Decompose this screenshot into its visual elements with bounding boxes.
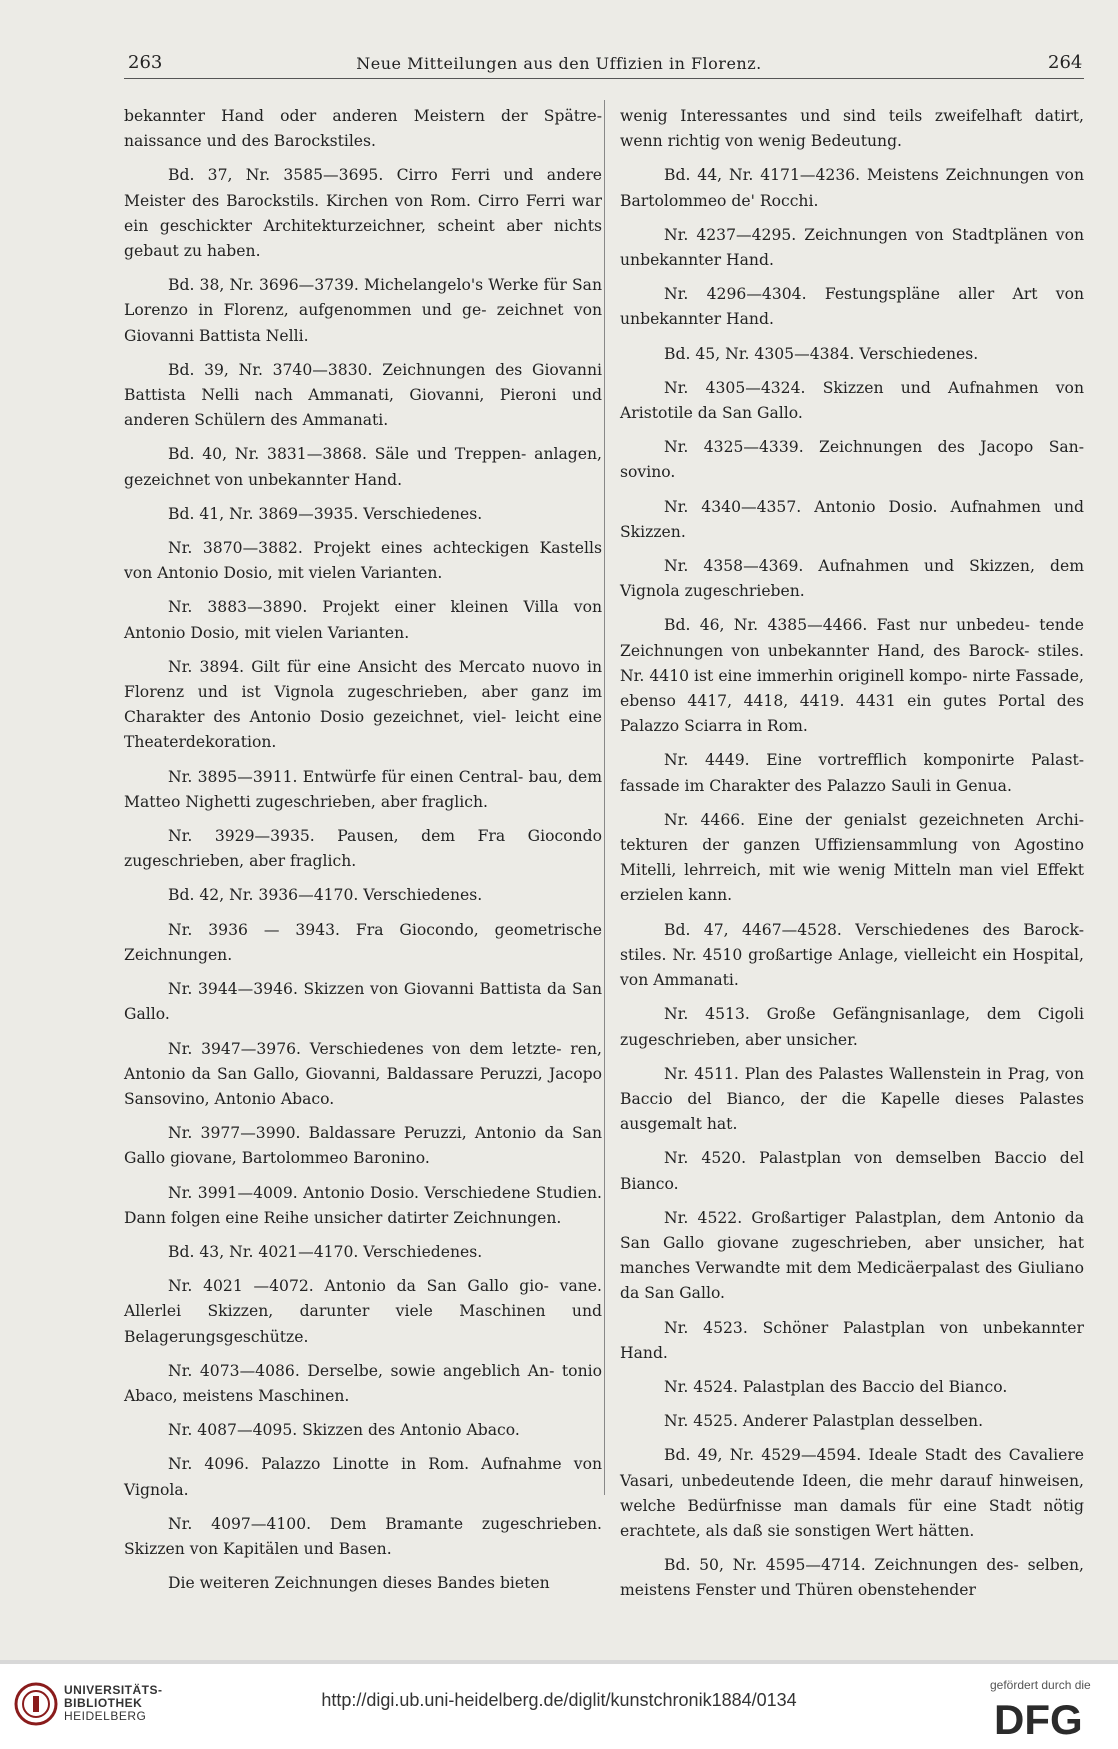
paragraph: bekannter Hand oder anderen Meistern der Spätre- naissance und des Barockstiles. (124, 107, 602, 151)
header-rule (124, 78, 1084, 79)
paragraph: Nr. 4520. Palastplan von demselben Baccio del Bianco. (620, 1149, 1084, 1193)
dfg-logo-text: DFG (994, 1696, 1083, 1740)
right-column (620, 104, 1084, 1613)
paragraph: Nr. 4087—4095. Skizzen des Antonio Abaco. (168, 1421, 520, 1440)
paragraph: Bd. 39, Nr. 3740—3830. Zeichnungen des Giovanni Battista Nelli nach Ammanati, Giovanni, Pieroni und anderen Schülern des Ammanati. (124, 360, 602, 430)
paragraph: wenig Interessantes und sind teils zweifelhaft datirt, wenn richtig von wenig Bedeutung. (620, 107, 1084, 151)
paragraph: Bd. 44, Nr. 4171—4236. Meistens Zeichnungen von Bartolommeo de' Rocchi. (620, 166, 1084, 210)
paragraph: Nr. 4305—4324. Skizzen und Aufnahmen von Aristotile da San Gallo. (620, 378, 1084, 423)
paragraph: Bd. 37, Nr. 3585—3695. Cirro Ferri und andere Meister des Barockstils. Kirchen von Rom. Cirro Ferri war ein geschickter Architekturzeichner, scheint aber nichts gebaut zu haben. (124, 166, 602, 261)
paragraph: Nr. 4021 —4072. Antonio da San Gallo gio- vane. Allerlei Skizzen, darunter viele Maschinen und Belagerungsgeschütze. (124, 1277, 602, 1346)
paragraph: Bd. 41, Nr. 3869—3935. Verschiedenes. (168, 504, 483, 523)
institution-line-2: BIBLIOTHEK (64, 1696, 143, 1710)
paragraph: Bd. 43, Nr. 4021—4170. Verschiedenes. (168, 1242, 483, 1261)
paragraph: Nr. 3947—3976. Verschiedenes von dem letzte- ren, Antonio da San Gallo, Giovanni, Baldassare Peruzzi, Jacopo Sansovino, Antonio Abaco. (124, 1039, 602, 1108)
paragraph: Nr. 3991—4009. Antonio Dosio. Verschiedene Studien. Dann folgen eine Reihe unsicher datirter Zeichnungen. (124, 1183, 602, 1227)
institution-line-1: UNIVERSITÄTS- (64, 1683, 163, 1697)
page-header (0, 52, 1118, 78)
paragraph: Bd. 38, Nr. 3696—3739. Michelangelo's Werke für San Lorenzo in Florenz, aufgenommen und ge- zeichnet von Giovanni Battista Nelli. (124, 276, 602, 345)
paragraph: Bd. 46, Nr. 4385—4466. Fast nur unbedeu- tende Zeichnungen von unbekannter Hand, des Barock- stiles. Nr. 4410 ist eine immerhin originell kompo- nirte Fassade, ebenso 4417, 4418, 4419. 4431 ein gutes Portal des Palazzo Sciarra in Rom. (620, 616, 1084, 736)
footer-divider (0, 1660, 1118, 1664)
paragraph: Nr. 4097—4100. Dem Bramante zugeschrieben. Skizzen von Kapitälen und Basen. (124, 1514, 602, 1558)
paragraph: Nr. 4449. Eine vortrefflich komponirte Palast- fassade im Charakter des Palazzo Sauli in Genua. (620, 751, 1084, 795)
paragraph: Nr. 4511. Plan des Palastes Wallenstein in Prag, von Baccio del Bianco, der die Kapelle dieses Palastes ausgemalt hat. (620, 1064, 1084, 1134)
paragraph: Nr. 4325—4339. Zeichnungen des Jacopo San- sovino. (620, 438, 1084, 482)
paragraph: Nr. 4525. Anderer Palastplan desselben. (664, 1412, 984, 1431)
paragraph: Die weiteren Zeichnungen dieses Bandes bieten (168, 1574, 550, 1593)
paragraph: Nr. 4466. Eine der genialst gezeichneten Archi- tekturen der ganzen Uffiziensammlung von Agostino Mitelli, lehrreich, mit wie wenig Mitteln man viel Effekt erzielen kann. (620, 810, 1084, 905)
paragraph: Nr. 3936 — 3943. Fra Giocondo, geometrische Zeichnungen. (124, 920, 602, 964)
institution-line-3: HEIDELBERG (64, 1709, 147, 1723)
page-number-right: 264 (1048, 52, 1083, 73)
paragraph: Nr. 4513. Große Gefängnisanlage, dem Cigoli zugeschrieben, aber unsicher. (620, 1005, 1084, 1049)
dfg-logo (994, 1696, 1106, 1740)
page-number-left: 263 (128, 52, 163, 73)
paragraph: Nr. 3977—3990. Baldassare Peruzzi, Antonio da San Gallo giovane, Bartolommeo Baronino. (124, 1124, 602, 1168)
footer-bar (0, 1660, 1118, 1749)
paragraph: Nr. 4296—4304. Festungspläne aller Art von unbekannter Hand. (620, 285, 1084, 329)
paragraph: Nr. 3883—3890. Projekt einer kleinen Villa von Antonio Dosio, mit vielen Varianten. (124, 598, 602, 642)
paragraph: Bd. 40, Nr. 3831—3868. Säle und Treppen- anlagen, gezeichnet von unbekannter Hand. (124, 445, 602, 489)
paragraph: Nr. 4096. Palazzo Linotte in Rom. Aufnahme von Vignola. (124, 1455, 602, 1499)
column-divider (604, 100, 605, 1495)
paragraph: Nr. 4237—4295. Zeichnungen von Stadtplänen von unbekannter Hand. (620, 225, 1084, 270)
paragraph: Nr. 4524. Palastplan des Baccio del Bianco. (664, 1377, 1008, 1396)
paragraph: Nr. 4522. Großartiger Palastplan, dem Antonio da San Gallo giovane zugeschrieben, aber unsicher, hat manches Verwandte mit dem Medicäerpalast des Giuliano da San Gallo. (620, 1208, 1084, 1303)
paragraph: Bd. 42, Nr. 3936—4170. Verschiedenes. (168, 886, 483, 905)
paragraph: Nr. 3894. Gilt für eine Ansicht des Mercato nuovo in Florenz und ist Vignola zugeschrieben, aber ganz im Charakter des Antonio Dosio gezeichnet, viel- leicht eine Theaterdekoration. (124, 657, 602, 752)
paragraph: Nr. 3895—3911. Entwürfe für einen Central- bau, dem Matteo Nighetti zugeschrieben, aber fraglich. (124, 767, 602, 811)
running-title: Neue Mitteilungen aus den Uffizien in Florenz. (356, 54, 762, 73)
paragraph: Bd. 45, Nr. 4305—4384. Verschiedenes. (664, 344, 979, 363)
paragraph: Nr. 3870—3882. Projekt eines achteckigen Kastells von Antonio Dosio, mit vielen Varianten. (124, 539, 602, 583)
permalink-url[interactable]: http://digi.ub.uni-heidelberg.de/diglit/kunstchronik1884/0134 (321, 1690, 797, 1710)
left-column (124, 104, 602, 1605)
paragraph: Bd. 50, Nr. 4595—4714. Zeichnungen des- selben, meistens Fenster und Thüren obenstehender (620, 1556, 1084, 1600)
paragraph: Nr. 3944—3946. Skizzen von Giovanni Battista da San Gallo. (124, 980, 602, 1024)
paragraph: Nr. 4340—4357. Antonio Dosio. Aufnahmen und Skizzen. (620, 497, 1084, 541)
paragraph: Nr. 3929—3935. Pausen, dem Fra Giocondo zugeschrieben, aber fraglich. (124, 827, 602, 871)
paragraph: Bd. 49, Nr. 4529—4594. Ideale Stadt des Cavaliere Vasari, unbedeutende Ideen, die mehr darauf hinweisen, welche Bedürfnisse man damals für eine Stadt nötig erachtete, als daß sie sonstigen Wert hätten. (620, 1446, 1084, 1540)
paragraph: Nr. 4523. Schöner Palastplan von unbekannter Hand. (620, 1318, 1084, 1362)
paragraph: Bd. 47, 4467—4528. Verschiedenes des Barock- stiles. Nr. 4510 großartige Anlage, vielleicht ein Hospital, von Ammanati. (620, 920, 1084, 990)
funded-by-label: gefördert durch die (990, 1678, 1091, 1692)
paragraph: Nr. 4358—4369. Aufnahmen und Skizzen, dem Vignola zugeschrieben. (620, 557, 1084, 601)
paragraph: Nr. 4073—4086. Derselbe, sowie angeblich An- tonio Abaco, meistens Maschinen. (124, 1361, 602, 1405)
